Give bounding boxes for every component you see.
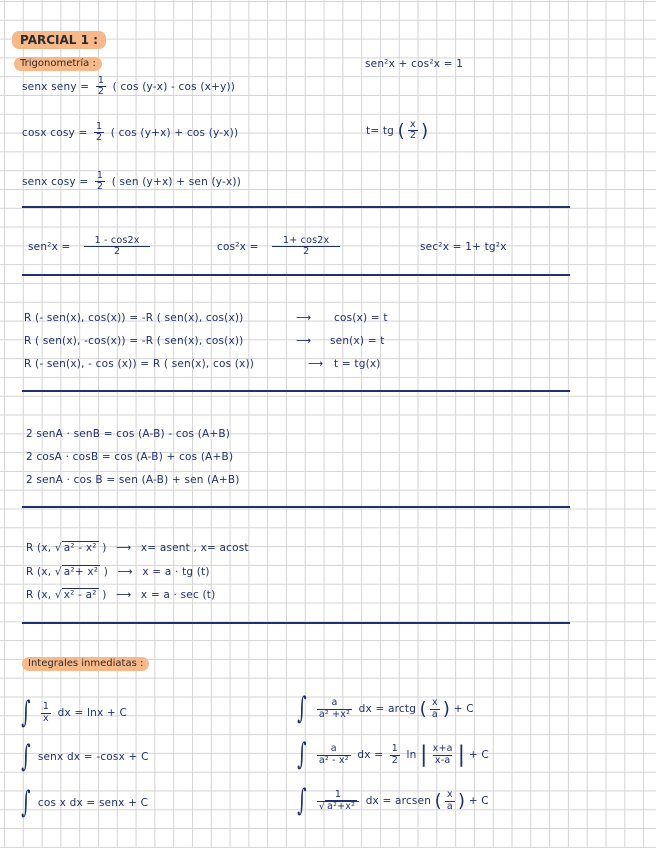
substitution-result: x = a · tg (t) [142, 566, 210, 578]
formula-rhs: ( sen (y+x) + sen (y-x)) [111, 175, 241, 188]
integral-arctg [294, 691, 474, 726]
integral-1-over-x [18, 695, 127, 730]
denominator: a² - x² [318, 754, 349, 766]
paren-close: ) [421, 120, 429, 142]
r-rule-expr: R ( sen(x), -cos(x)) = -R ( sen(x), cos(x)) [24, 335, 244, 347]
formula-senx-seny [22, 76, 235, 98]
formula-lhs: sen²x = [28, 240, 71, 253]
r-rule-result: sen(x) = t [330, 335, 385, 347]
denominator: x-a [434, 754, 451, 766]
radicand: a²+ x² [63, 566, 99, 578]
sqrt-icon: √ [318, 800, 326, 812]
fraction [84, 236, 150, 258]
integral-ln [294, 737, 489, 772]
formula-senx-cosy [22, 171, 241, 193]
integral-mid: dx = [357, 749, 384, 761]
denominator: 2 [391, 754, 398, 766]
arrow-icon: ⟶ [116, 542, 132, 554]
formula-lhs: cosx cosy = [22, 126, 88, 139]
divider [22, 622, 570, 624]
denominator: 2 [84, 246, 150, 257]
fraction [431, 744, 455, 766]
fraction [390, 744, 400, 766]
r-rule-row [24, 358, 381, 370]
formula-cos-squared [217, 236, 343, 258]
radicand: x² - a² [63, 589, 97, 601]
integral-body: cos x dx = senx + C [37, 797, 149, 809]
substitution-row [26, 566, 210, 578]
integral-end: + C [453, 703, 474, 715]
integral-cosx [18, 785, 149, 820]
formula-lhs: senx cosy = [22, 175, 89, 188]
arrow-icon: ⟶ [296, 335, 312, 347]
integrals-heading: Integrales inmediatas : [22, 657, 149, 671]
numerator: x [410, 119, 416, 130]
paren-open: ( [419, 698, 427, 720]
abs-bar-close: | [457, 742, 466, 768]
numerator: 1 - cos2x [94, 235, 140, 246]
radicand: a²+x² [327, 800, 356, 812]
r-rule-result: cos(x) = t [334, 312, 388, 324]
formula-sec-squared: sec²x = 1+ tg²x [420, 241, 507, 253]
numerator: 1 [95, 121, 103, 132]
paren-close: ) [102, 589, 107, 601]
paren-open: ( [434, 790, 442, 812]
paren-close: ) [442, 698, 451, 720]
divider [22, 274, 570, 276]
denominator: a² +x² [318, 708, 351, 720]
formula-rhs: ( cos (y-x) - cos (x+y)) [112, 80, 236, 93]
r-rule-row [24, 312, 388, 324]
numerator: x [431, 697, 438, 709]
numerator: x [447, 789, 453, 801]
radicand: a² - x² [63, 542, 97, 554]
paren-close: ) [457, 790, 466, 812]
arrow-icon: ⟶ [296, 312, 312, 324]
fraction [317, 698, 352, 720]
fraction [317, 790, 359, 812]
numerator: 1 [97, 75, 105, 86]
integral-arcsen [294, 783, 489, 818]
integral-body: senx dx = -cosx + C [37, 751, 149, 763]
denominator: 2 [409, 130, 417, 142]
denominator: 2 [95, 132, 103, 144]
fraction [94, 122, 104, 144]
sqrt-icon: √ [54, 542, 62, 554]
divider [22, 506, 570, 508]
denominator: 2 [272, 246, 340, 257]
denominator: a [446, 800, 453, 812]
numerator: a [330, 743, 337, 755]
abs-bar-open: | [420, 742, 428, 768]
integral-rest: dx = lnx + C [57, 707, 127, 719]
substitution-lhs: R (x, [26, 589, 52, 601]
ln-label: ln [406, 749, 417, 761]
substitution-row [26, 589, 215, 601]
paren-close: ) [102, 542, 107, 554]
fraction [408, 120, 418, 142]
trig-heading: Trigonometría : [14, 57, 102, 71]
numerator: a [331, 697, 338, 709]
formula-sen-squared [28, 236, 153, 258]
fraction [445, 790, 455, 812]
integral-end: + C [468, 795, 489, 807]
substitution-lhs: R (x, [26, 566, 52, 578]
formula-lhs: t= tg [366, 124, 395, 137]
paren-open: ( [397, 120, 405, 142]
arrow-icon: ⟶ [308, 358, 324, 370]
integral-sign-icon: ∫ [21, 785, 31, 820]
r-rule-result: t = tg(x) [334, 358, 381, 370]
pythagorean-identity: sen²x + cos²x = 1 [365, 58, 464, 70]
substitution-result: x = a · sec (t) [140, 589, 216, 601]
integral-end: + C [468, 749, 489, 761]
denominator: x [43, 712, 49, 724]
formula-t-substitution [366, 120, 428, 142]
numerator: 1 [334, 789, 342, 801]
r-rule-row [24, 335, 385, 347]
r-rule-expr: R (- sen(x), - cos (x)) = R ( sen(x), cos (x)) [24, 358, 255, 370]
integral-sign-icon: ∫ [21, 739, 31, 774]
product-formula: 2 cosA · cosB = cos (A-B) + cos (A+B) [26, 451, 234, 463]
sqrt-icon: √ [54, 566, 62, 578]
product-formula: 2 senA · cos B = sen (A-B) + sen (A+B) [26, 474, 240, 486]
r-rule-expr: R (- sen(x), cos(x)) = -R ( sen(x), cos(x)) [24, 312, 244, 324]
denominator [317, 801, 359, 812]
integral-mid: dx = arctg [358, 703, 417, 715]
divider [22, 206, 570, 208]
numerator: 1 [42, 701, 50, 713]
formula-lhs: cos²x = [217, 240, 259, 253]
formula-rhs: ( cos (y+x) + cos (y-x)) [110, 126, 239, 139]
integral-mid: dx = arcsen [365, 795, 432, 807]
integral-sign-icon: ∫ [297, 691, 307, 726]
substitution-result: x= asent , x= acost [140, 542, 249, 554]
denominator: a [431, 708, 438, 720]
integral-senx [18, 739, 149, 774]
integral-sign-icon: ∫ [297, 783, 307, 818]
formula-cosx-cosy [22, 122, 238, 144]
product-formula: 2 senA · senB = cos (A-B) - cos (A+B) [26, 428, 231, 440]
paren-close: ) [103, 566, 108, 578]
substitution-row [26, 542, 249, 554]
arrow-icon: ⟶ [117, 566, 133, 578]
numerator: 1+ cos2x [283, 235, 330, 246]
denominator: 2 [96, 181, 104, 193]
numerator: 1 [96, 170, 104, 181]
numerator: x+a [432, 743, 453, 755]
fraction [95, 171, 105, 193]
sqrt-icon: √ [54, 589, 62, 601]
page-title: PARCIAL 1 : [12, 31, 106, 49]
fraction [41, 702, 51, 724]
numerator: 1 [391, 743, 398, 755]
formula-lhs: senx seny = [22, 80, 90, 93]
fraction [317, 744, 351, 766]
arrow-icon: ⟶ [116, 589, 132, 601]
fraction [430, 698, 440, 720]
integral-sign-icon: ∫ [21, 695, 31, 730]
fraction [96, 76, 106, 98]
divider [22, 390, 570, 392]
substitution-lhs: R (x, [26, 542, 52, 554]
integral-sign-icon: ∫ [297, 737, 307, 772]
denominator: 2 [97, 86, 105, 98]
fraction [272, 236, 340, 258]
